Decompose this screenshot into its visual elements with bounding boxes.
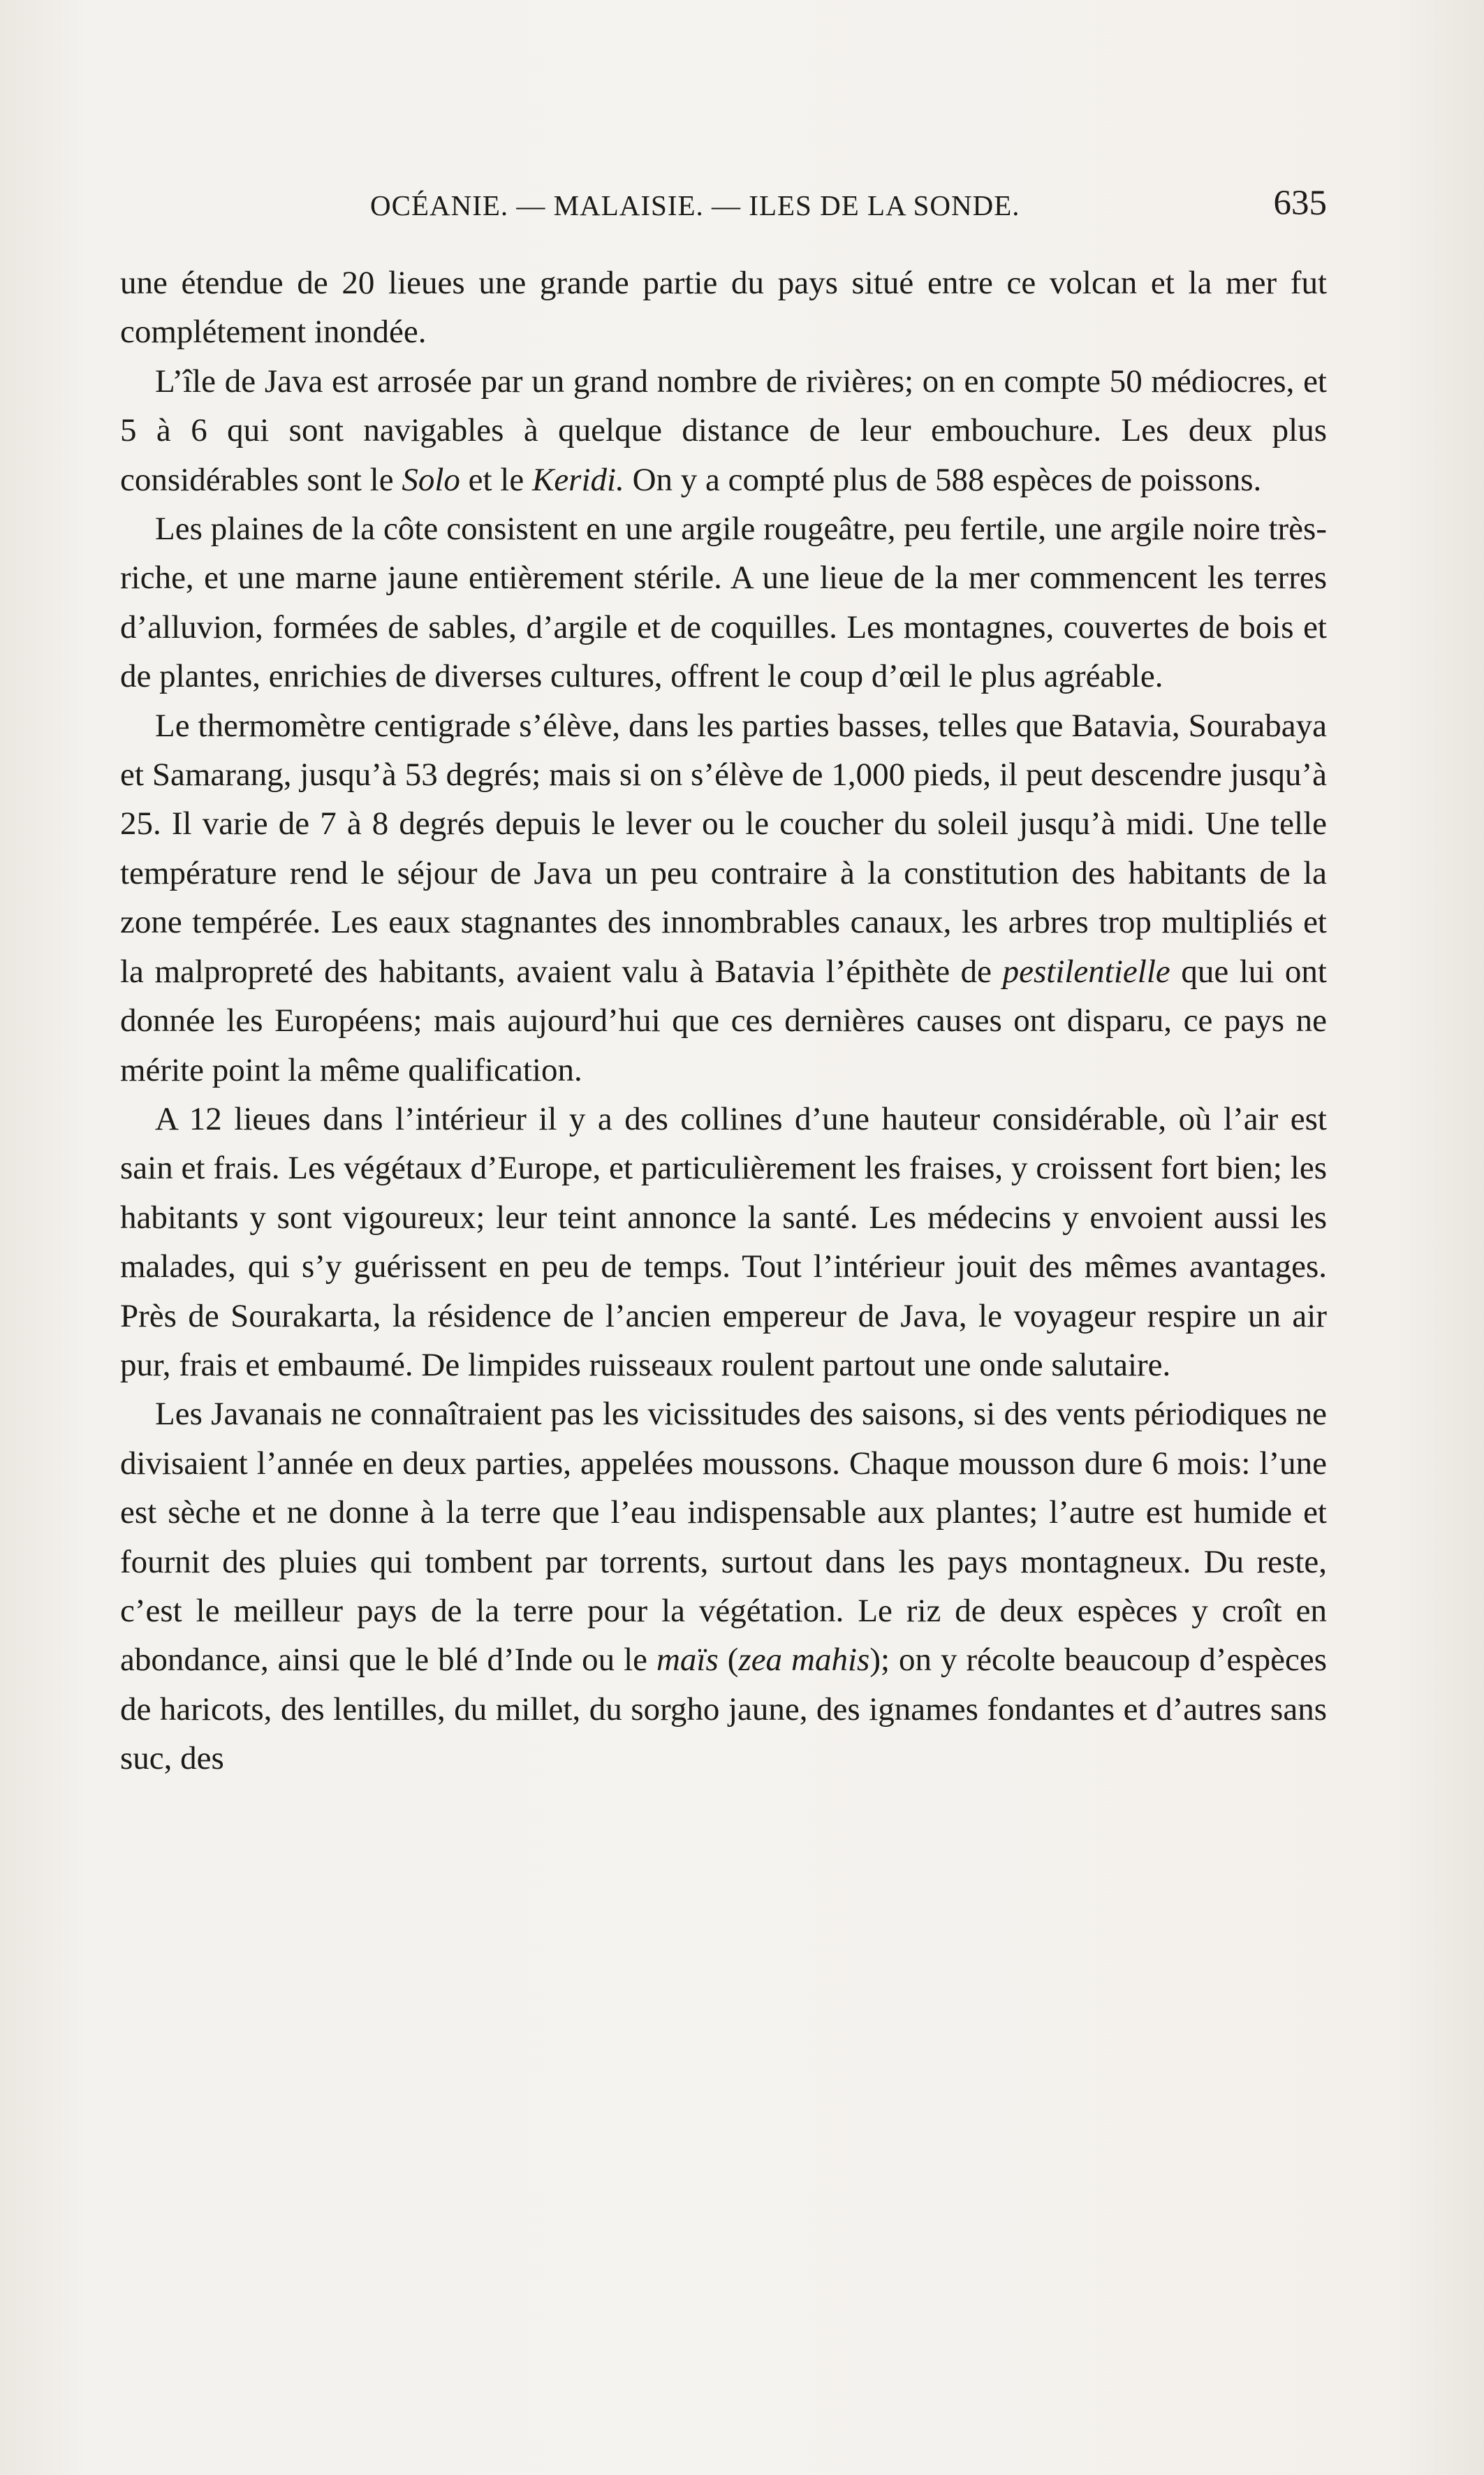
paragraph-6-text-b: ( bbox=[718, 1642, 739, 1679]
paragraph-4-text-b: que lui ont donnée les Européens; mais aujourd’hui que ces dernières causes ont disparu, ce pays ne mérite point la même qualification. bbox=[120, 953, 1327, 1088]
paragraph-6 bbox=[120, 1389, 1327, 1783]
paragraph-1 bbox=[120, 258, 1327, 357]
term-zea-mahis: zea mahis bbox=[738, 1642, 870, 1679]
term-pestilentielle: pestilentielle bbox=[1002, 953, 1170, 990]
paragraph-2-text-c: On y a compté plus de 588 espèces de poissons. bbox=[624, 461, 1262, 498]
paragraph-2 bbox=[120, 357, 1327, 504]
body-text bbox=[120, 258, 1327, 1783]
river-solo: Solo bbox=[402, 461, 460, 498]
paragraph-1-text: une étendue de 20 lieues une grande partie du pays situé entre ce volcan et la mer fut complétement inondée. bbox=[120, 265, 1327, 351]
running-head: OCÉANIE. — MALAISIE. — ILES DE LA SONDE. bbox=[370, 189, 1020, 221]
paragraph-3 bbox=[120, 504, 1327, 701]
paragraph-2-text-b: et le bbox=[460, 461, 532, 498]
page-number: 635 bbox=[1273, 184, 1327, 223]
paragraph-6-text-c: ); on y récolte beaucoup d’espèces de haricots, des lentilles, du millet, du sorgho jaune, des ignames fondantes et d’autres sans suc, des bbox=[120, 1642, 1327, 1777]
river-keridi: Keridi. bbox=[531, 461, 624, 498]
paragraph-4-text-a: Le thermomètre centigrade s’élève, dans les parties basses, telles que Batavia, Sourabaya et Samarang, jusqu’à 53 degrés; mais si on s’élève de 1,000 pieds, il peut descendre jusqu’à 25. Il varie de 7 à 8 degrés depuis le lever ou le coucher du soleil jusqu’à midi. Une telle température rend le séjour de Java un peu contraire à la constitution des habitants de la zone tempérée. Les eaux stagnantes des innombrables canaux, les arbres trop multipliés et la malpropreté des habitants, avaient valu à Batavia l’épithète de bbox=[120, 707, 1327, 990]
paragraph-3-text: Les plaines de la côte consistent en une argile rougeâtre, peu fertile, une argile noire très-riche, et une marne jaune entièrement stérile. A une lieue de la mer commencent les terres d’alluvion, formées de sables, d’argile et de coquilles. Les montagnes, couvertes de bois et de plantes, enrichies de diverses cultures, offrent le coup d’œil le plus agréable. bbox=[120, 511, 1327, 695]
term-mais: maïs bbox=[656, 1642, 719, 1679]
paragraph-5-text: A 12 lieues dans l’intérieur il y a des collines d’une hauteur considérable, où l’air est sain et frais. Les végétaux d’Europe, et particulièrement les fraises, y croissent fort bien; les habitants y sont vigoureux; leur teint annonce la santé. Les médecins y envoient aussi les malades, qui s’y guérissent en peu de temps. Tout l’intérieur jouit des mêmes avantages. Près de Sourakarta, la résidence de l’ancien empereur de Java, le voyageur respire un air pur, frais et embaumé. De limpides ruisseaux roulent partout une onde salutaire. bbox=[120, 1100, 1327, 1383]
paragraph-4 bbox=[120, 701, 1327, 1095]
page-header bbox=[120, 183, 1327, 232]
paragraph-6-text-a: Les Javanais ne connaîtraient pas les vicissitudes des saisons, si des vents périodiques ne divisaient l’année en deux parties, appelées moussons. Chaque mousson dure 6 mois: l’une est sèche et ne donne à la terre que l’eau indispensable aux plantes; l’autre est humide et fournit des pluies qui tombent par torrents, surtout dans les pays montagneux. Du reste, c’est le meilleur pays de la terre pour la végétation. Le riz de deux espèces y croît en abondance, ainsi que le blé d’Inde ou le bbox=[120, 1396, 1327, 1679]
paragraph-2-text-a: L’île de Java est arrosée par un grand nombre de rivières; on en compte 50 médiocres, et 5 à 6 qui sont navigables à quelque distance de leur embouchure. Les deux plus considérables sont le bbox=[120, 363, 1327, 498]
paragraph-5 bbox=[120, 1095, 1327, 1389]
